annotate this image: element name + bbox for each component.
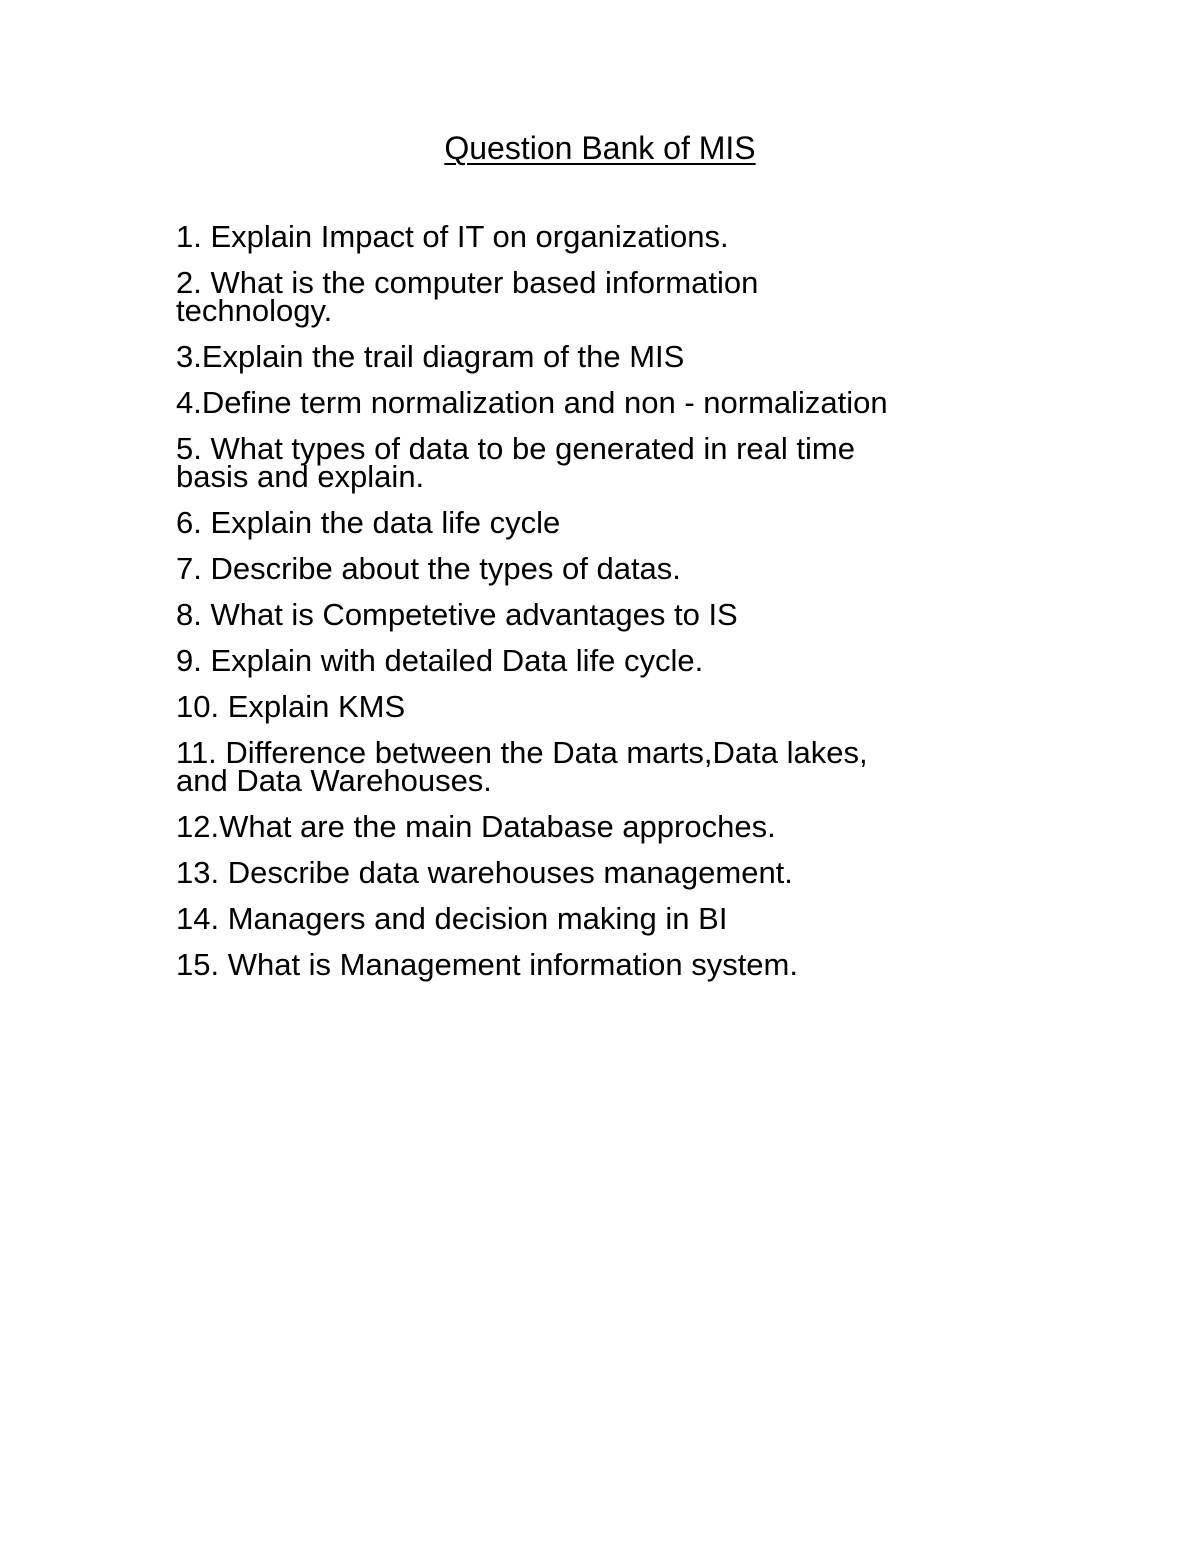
question-text: 4.Define term normalization and non - normalization: [176, 385, 888, 420]
question-item-7: [176, 551, 1076, 586]
question-text: 7. Describe about the types of datas.: [176, 551, 681, 586]
question-text-continued: basis and explain.: [176, 459, 425, 494]
question-text: 3.Explain the trail diagram of the MIS: [176, 339, 685, 374]
question-item-2: [176, 265, 1076, 328]
question-text: 5. What types of data to be generated in real time: [176, 431, 855, 466]
question-item-13: [176, 855, 1076, 890]
question-item-3: [176, 339, 1076, 374]
question-text: 13. Describe data warehouses management.: [176, 855, 793, 890]
question-item-11: [176, 735, 1076, 798]
question-item-8: [176, 597, 1076, 632]
question-text: 2. What is the computer based information: [176, 265, 759, 300]
question-text: 11. Difference between the Data marts,Data lakes,: [176, 735, 868, 770]
question-item-10: [176, 689, 1076, 724]
question-text: 9. Explain with detailed Data life cycle.: [176, 643, 704, 678]
question-item-15: [176, 947, 1076, 982]
page-title-text: Question Bank of MIS: [444, 130, 756, 166]
question-text: 6. Explain the data life cycle: [176, 505, 561, 540]
question-text: 14. Managers and decision making in BI: [176, 901, 728, 936]
question-text: 15. What is Management information system.: [176, 947, 798, 982]
question-item-5: [176, 431, 1076, 494]
question-item-4: [176, 385, 1076, 420]
question-text-continued: technology.: [176, 293, 333, 328]
question-item-1: [176, 219, 1076, 254]
question-list: [176, 219, 1076, 996]
question-item-6: [176, 505, 1076, 540]
question-item-9: [176, 643, 1076, 678]
question-item-14: [176, 901, 1076, 936]
question-text: 12.What are the main Database approches.: [176, 809, 776, 844]
question-text: 1. Explain Impact of IT on organizations.: [176, 219, 729, 254]
question-text: 10. Explain KMS: [176, 689, 406, 724]
question-item-12: [176, 809, 1076, 844]
question-text-continued: and Data Warehouses.: [176, 763, 492, 798]
question-text: 8. What is Competetive advantages to IS: [176, 597, 738, 632]
page-title: [0, 128, 1200, 168]
